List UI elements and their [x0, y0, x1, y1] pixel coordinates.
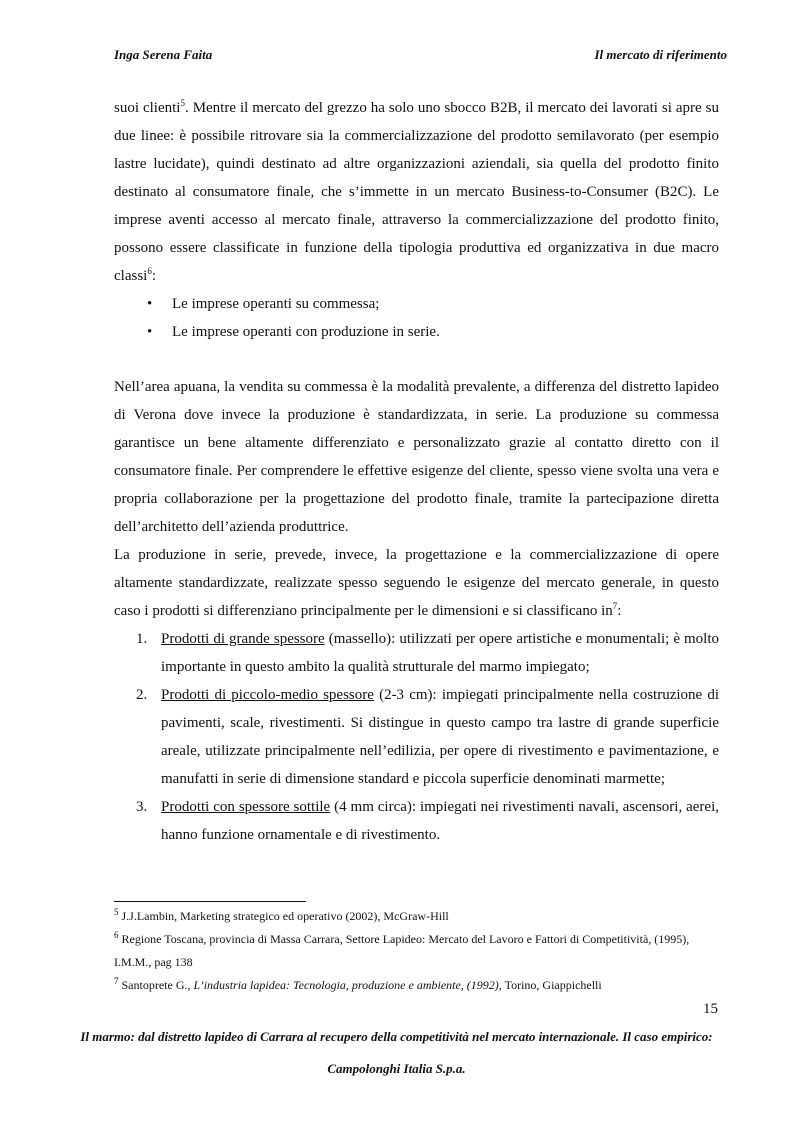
footnotes: [114, 905, 719, 997]
main-text: [114, 94, 719, 849]
bullet-list: [114, 290, 719, 346]
paragraph-1: [114, 94, 719, 290]
footnote-separator: [114, 901, 306, 902]
footnote-ref-6: 6: [147, 266, 152, 276]
numbered-list: [114, 625, 719, 849]
footnote-text: J.J.Lambin, Marketing strategico ed operativo (2002), McGraw-Hill: [118, 909, 449, 923]
footer-line-2: Campolonghi Italia S.p.a.: [327, 1061, 466, 1076]
header-author: Inga Serena Faita: [114, 47, 213, 62]
paragraph-2: Nell’area apuana, la vendita su commessa è la modalità prevalente, a differenza del distretto lapideo di Verona dove invece la produzione è standardizzata, in serie. La produzione su commessa garantisce un bene altamente differenziato e personalizzato grazie al contatto diretto con il consumatore finale. Per comprendere le effettive esigenze del cliente, spesso viene svolta una vera e propria collaborazione per la progettazione del prodotto finale, tramite la partecipazione diretta dell’architetto dell’azienda produttrice.: [114, 379, 719, 535]
list-item: [114, 625, 719, 681]
footnote-6: [114, 928, 719, 974]
footer-line-1: Il marmo: dal distretto lapideo di Carrara al recupero della competitività nel mercato internazionale. Il caso empirico:: [80, 1029, 713, 1044]
list-text: (2-3 cm): impiegati principalmente nella costruzione di pavimenti, scale, rivestimenti. Si distingue in questo campo tra lastre di grande superficie areale, utilizzate principalmente nell’edilizia, per opere di rivestimento e pavimentazione, e manufatti in serie di dimensione standard e piccola superficie denominati marmette;: [161, 687, 720, 787]
bullet-item: • Le imprese operanti su commessa;: [114, 290, 719, 318]
footnote-text: Santoprete G.,: [118, 978, 194, 992]
list-number: 3.: [136, 799, 148, 815]
paragraph-3-text-a: La produzione in serie, prevede, invece, la progettazione e la commercializzazione di opere altamente standardizzate, realizzate spesso seguendo le esigenze del mercato generale, in questo caso i prodotti si differenziano principalmente per le dimensioni e si classificano in: [114, 547, 719, 619]
list-item: [114, 793, 719, 849]
footnote-text: Regione Toscana, provincia di Massa Carrara, Settore Lapideo: Mercato del Lavoro e Fattori di Competitività, (1995), I.M.M., pag 138: [114, 932, 690, 969]
paragraph-1-text-b: . Mentre il mercato del grezzo ha solo uno sbocco B2B, il mercato dei lavorati si apre su due linee: è possibile ritrovare sia la commercializzazione del prodotto semilavorato (per esempio lastre lucidate), quindi destinato ad altre organizzazioni aziendali, sia quella del prodotto finito destinato al consumatore finale, che s’immette in un mercato Business-to-Consumer (B2C). Le imprese aventi accesso al mercato finale, attraverso la commercializzazione del prodotto finito, possono essere classificate in funzione della tipologia produttiva ed organizzativa in due macro classi: [114, 100, 719, 284]
footnote-number: 5: [114, 907, 119, 917]
list-number: 2.: [136, 687, 148, 703]
list-number: 1.: [136, 631, 148, 647]
paragraph-1-text-a: suoi clienti: [114, 100, 181, 116]
footnote-5: [114, 905, 719, 928]
paragraph-3: [114, 541, 719, 625]
list-text: (massello): utilizzati per opere artistiche e monumentali; è molto importante in questo ambito la qualità strutturale del marmo impiegato;: [161, 631, 719, 675]
footnote-number: 6: [114, 930, 119, 940]
footnote-ref-7: 7: [612, 601, 618, 611]
list-item: [114, 681, 719, 793]
footnote-7: [114, 974, 719, 997]
footnote-number: 7: [114, 976, 119, 986]
paragraph-spacer: [114, 346, 719, 373]
paragraph-1-text-c: :: [151, 268, 156, 284]
paragraph-3-text-b: :: [617, 603, 622, 619]
footnote-ref-5: 5: [180, 98, 185, 108]
footer: [40, 1021, 753, 1085]
list-term: Prodotti di grande spessore: [161, 631, 325, 647]
list-text: (4 mm circa): impiegati nei rivestimenti navali, ascensori, aerei, hanno funzione ornamentale e di rivestimento.: [161, 799, 719, 843]
footnote-text: , Torino, Giappichelli: [498, 978, 602, 992]
header-chapter-title: Il mercato di riferimento: [594, 47, 727, 62]
bullet-item: • Le imprese operanti con produzione in serie.: [114, 318, 719, 346]
page-number: 15: [703, 1001, 718, 1017]
list-term: Prodotti di piccolo-medio spessore: [161, 687, 374, 703]
footnote-title: L’industria lapidea: Tecnologia, produzione e ambiente, (1992): [193, 978, 499, 992]
list-term: Prodotti con spessore sottile: [161, 799, 331, 815]
